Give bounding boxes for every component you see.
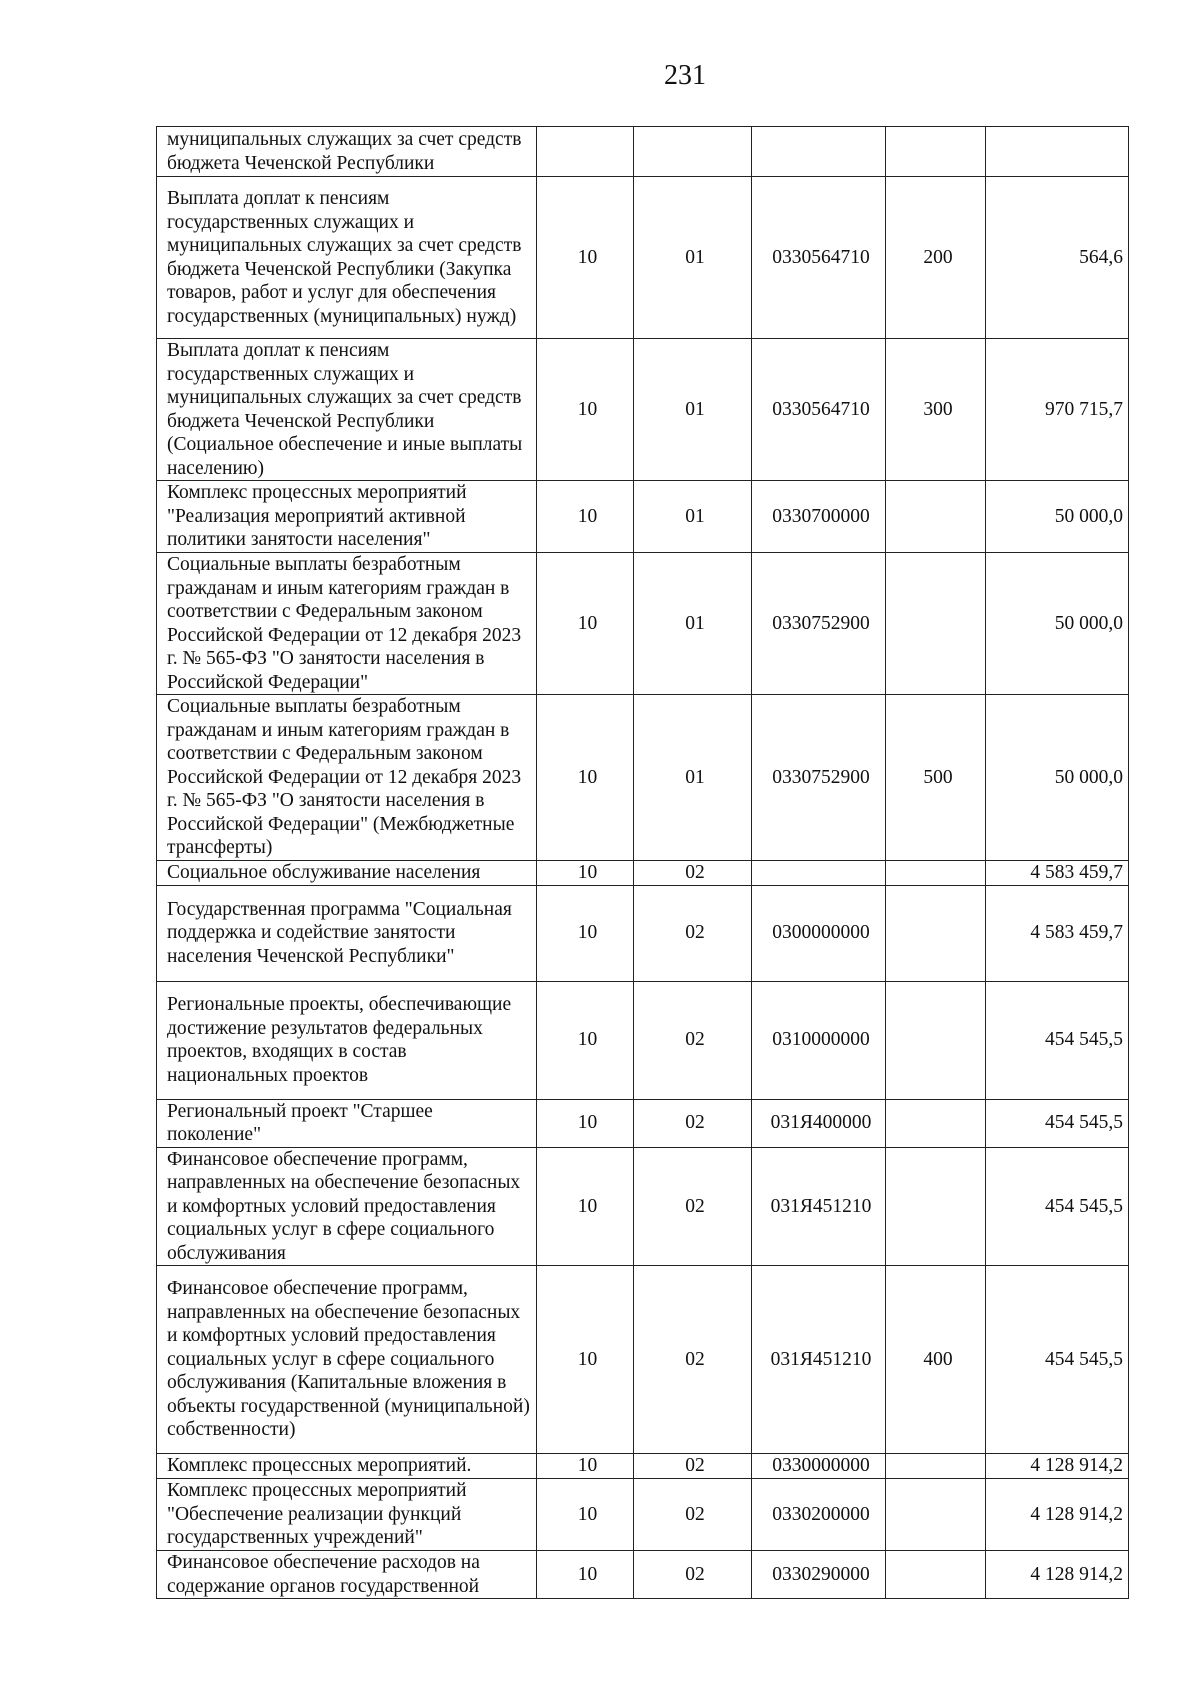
- target-article-code: 0310000000: [752, 981, 886, 1099]
- subsection-code: 01: [634, 481, 752, 553]
- section-code: 10: [537, 1454, 634, 1479]
- section-code: 10: [537, 860, 634, 885]
- table-row: [157, 860, 1129, 885]
- expense-name: Региональные проекты, обеспечивающие достижение результатов федеральных проектов, входящих в состав национальных проектов: [157, 981, 537, 1099]
- table-row: [157, 339, 1129, 481]
- amount: 454 545,5: [986, 981, 1129, 1099]
- target-article-code: 031Я451210: [752, 1147, 886, 1266]
- table-row: [157, 481, 1129, 553]
- amount: 4 583 459,7: [986, 860, 1129, 885]
- target-article-code: 0330564710: [752, 339, 886, 481]
- section-code: 10: [537, 553, 634, 695]
- amount: 454 545,5: [986, 1147, 1129, 1266]
- table-row: [157, 127, 1129, 177]
- subsection-code: 02: [634, 1551, 752, 1599]
- amount: 4 583 459,7: [986, 885, 1129, 981]
- target-article-code: 0330752900: [752, 553, 886, 695]
- table-row: [157, 1147, 1129, 1266]
- table-row: [157, 177, 1129, 339]
- section-code: 10: [537, 481, 634, 553]
- section-code: 10: [537, 1479, 634, 1551]
- section-code: 10: [537, 339, 634, 481]
- section-code: 10: [537, 695, 634, 861]
- subsection-code: 01: [634, 177, 752, 339]
- amount: 4 128 914,2: [986, 1454, 1129, 1479]
- expense-type-code: [886, 1147, 986, 1266]
- expense-name: Выплата доплат к пенсиям государственных служащих и муниципальных служащих за счет средств бюджета Чеченской Республики (Закупка товаров, работ и услуг для обеспечения государственных (муниципальных) нужд): [157, 177, 537, 339]
- expense-type-code: [886, 1551, 986, 1599]
- target-article-code: 0330290000: [752, 1551, 886, 1599]
- section-code: 10: [537, 981, 634, 1099]
- subsection-code: 02: [634, 1479, 752, 1551]
- expense-name: Социальные выплаты безработным гражданам и иным категориям граждан в соответствии с Федеральным законом Российской Федерации от 12 декабря 2023 г. № 565-ФЗ "О занятости населения в Российской Федерации": [157, 553, 537, 695]
- expense-type-code: [886, 860, 986, 885]
- amount: 970 715,7: [986, 339, 1129, 481]
- expense-name: Региональный проект "Старшее поколение": [157, 1099, 537, 1147]
- target-article-code: 0330200000: [752, 1479, 886, 1551]
- expense-type-code: [886, 1099, 986, 1147]
- expense-name: Комплекс процессных мероприятий "Обеспечение реализации функций государственных учреждений": [157, 1479, 537, 1551]
- subsection-code: 01: [634, 553, 752, 695]
- expense-name: Выплата доплат к пенсиям государственных служащих и муниципальных служащих за счет средств бюджета Чеченской Республики (Социальное обеспечение и иные выплаты населению): [157, 339, 537, 481]
- expense-type-code: [886, 1454, 986, 1479]
- table-row: [157, 981, 1129, 1099]
- table-row: [157, 695, 1129, 861]
- expense-name: Комплекс процессных мероприятий "Реализация мероприятий активной политики занятости населения": [157, 481, 537, 553]
- amount: 564,6: [986, 177, 1129, 339]
- target-article-code: 0330564710: [752, 177, 886, 339]
- expense-type-code: 400: [886, 1266, 986, 1454]
- target-article-code: 0330000000: [752, 1454, 886, 1479]
- subsection-code: 02: [634, 1454, 752, 1479]
- amount: 454 545,5: [986, 1266, 1129, 1454]
- section-code: 10: [537, 885, 634, 981]
- amount: 50 000,0: [986, 553, 1129, 695]
- expense-type-code: [886, 481, 986, 553]
- section-code: 10: [537, 1099, 634, 1147]
- expense-type-code: 300: [886, 339, 986, 481]
- expense-name: Финансовое обеспечение программ, направленных на обеспечение безопасных и комфортных условий предоставления социальных услуг в сфере социального обслуживания: [157, 1147, 537, 1266]
- table-row: [157, 1454, 1129, 1479]
- subsection-code: 01: [634, 339, 752, 481]
- subsection-code: 02: [634, 1147, 752, 1266]
- section-code: 10: [537, 1266, 634, 1454]
- amount: 4 128 914,2: [986, 1479, 1129, 1551]
- target-article-code: 031Я451210: [752, 1266, 886, 1454]
- subsection-code: 02: [634, 860, 752, 885]
- expense-name: Социальное обслуживание населения: [157, 860, 537, 885]
- section-code: 10: [537, 177, 634, 339]
- expense-type-code: [886, 981, 986, 1099]
- target-article-code: 0330752900: [752, 695, 886, 861]
- expense-type-code: 200: [886, 177, 986, 339]
- amount: 50 000,0: [986, 695, 1129, 861]
- amount: [986, 127, 1129, 177]
- amount: 4 128 914,2: [986, 1551, 1129, 1599]
- target-article-code: [752, 127, 886, 177]
- expense-type-code: [886, 1479, 986, 1551]
- expense-name: муниципальных служащих за счет средств бюджета Чеченской Республики: [157, 127, 537, 177]
- expense-type-code: [886, 127, 986, 177]
- expense-name: Финансовое обеспечение программ, направленных на обеспечение безопасных и комфортных условий предоставления социальных услуг в сфере социального обслуживания (Капитальные вложения в объекты государственной (муниципальной) собственности): [157, 1266, 537, 1454]
- section-code: 10: [537, 1147, 634, 1266]
- table-row: [157, 1099, 1129, 1147]
- amount: 50 000,0: [986, 481, 1129, 553]
- subsection-code: 02: [634, 1266, 752, 1454]
- subsection-code: 02: [634, 1099, 752, 1147]
- expense-type-code: [886, 885, 986, 981]
- table-row: [157, 1266, 1129, 1454]
- table-row: [157, 553, 1129, 695]
- target-article-code: 0330700000: [752, 481, 886, 553]
- subsection-code: 02: [634, 885, 752, 981]
- expense-type-code: 500: [886, 695, 986, 861]
- subsection-code: [634, 127, 752, 177]
- table-row: [157, 1479, 1129, 1551]
- subsection-code: 02: [634, 981, 752, 1099]
- target-article-code: 0300000000: [752, 885, 886, 981]
- page-number: 231: [664, 60, 706, 91]
- expense-name: Финансовое обеспечение расходов на содержание органов государственной: [157, 1551, 537, 1599]
- target-article-code: 031Я400000: [752, 1099, 886, 1147]
- expense-name: Государственная программа "Социальная поддержка и содействие занятости населения Чеченской Республики": [157, 885, 537, 981]
- table-row: [157, 885, 1129, 981]
- expense-type-code: [886, 553, 986, 695]
- budget-table: [156, 126, 1129, 1599]
- section-code: [537, 127, 634, 177]
- section-code: 10: [537, 1551, 634, 1599]
- table-row: [157, 1551, 1129, 1599]
- expense-name: Социальные выплаты безработным гражданам и иным категориям граждан в соответствии с Федеральным законом Российской Федерации от 12 декабря 2023 г. № 565-ФЗ "О занятости населения в Российской Федерации" (Межбюджетные трансферты): [157, 695, 537, 861]
- amount: 454 545,5: [986, 1099, 1129, 1147]
- expense-name: Комплекс процессных мероприятий.: [157, 1454, 537, 1479]
- target-article-code: [752, 860, 886, 885]
- subsection-code: 01: [634, 695, 752, 861]
